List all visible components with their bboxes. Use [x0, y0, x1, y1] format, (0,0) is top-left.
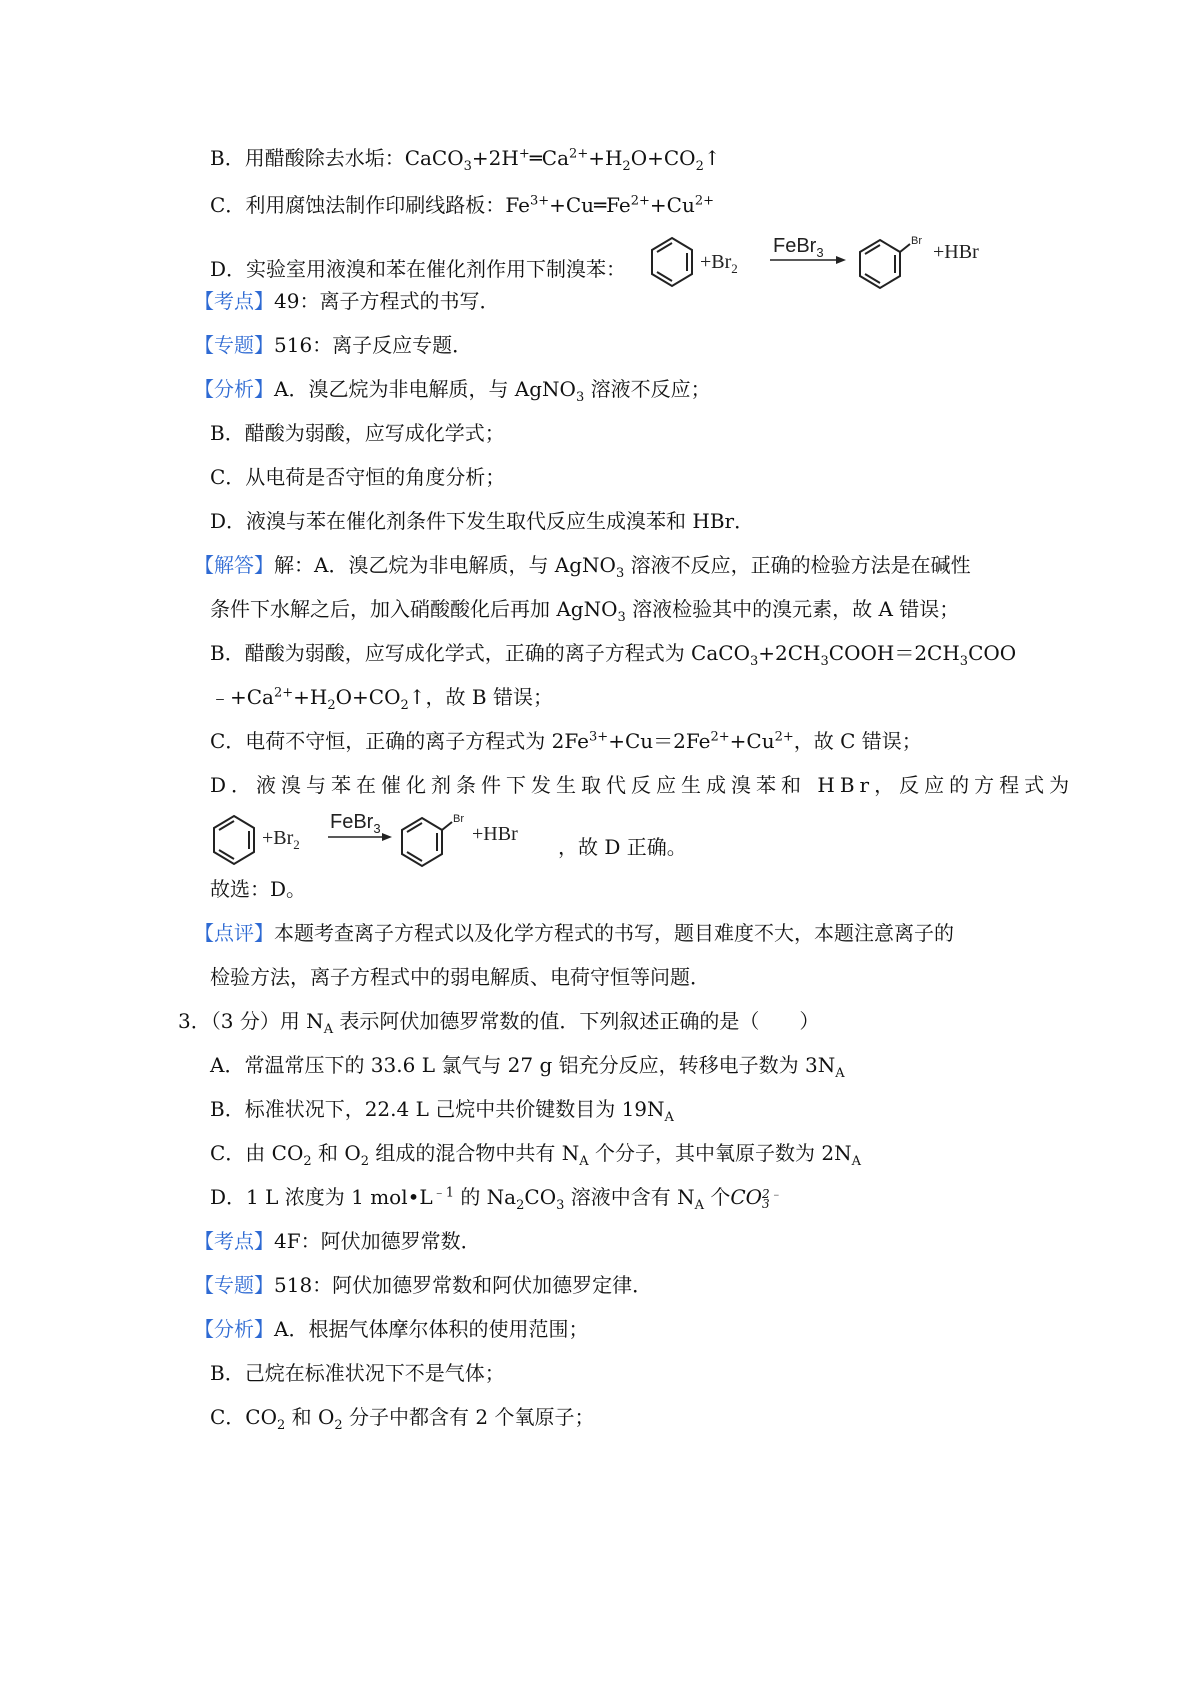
benzene-ring-reactant — [214, 816, 254, 864]
option-text: B．标准状况下，22.4 L 己烷中共价键数目为 19N — [210, 1097, 665, 1121]
br-substituent-label: Br — [453, 813, 464, 825]
zhuanti-line-1 — [194, 332, 472, 358]
eq-sub: A — [664, 1110, 674, 1125]
eq-sub: 2 — [516, 1198, 525, 1213]
catalyst-text: FeBr$_3$ — [330, 811, 381, 836]
fenxi-text: C．CO — [210, 1405, 278, 1429]
benzene-bromination-diagram — [648, 232, 1008, 294]
kaodian-line-2 — [194, 1228, 481, 1254]
jieda-d-conclusion: ，故 D 正确。 — [558, 835, 687, 859]
fenxi-text: A．溴乙烷为非电解质，与 AgNO — [274, 377, 576, 401]
jieda-text: +H — [293, 685, 328, 709]
fenxi-b: B．醋酸为弱酸，应写成化学式； — [210, 421, 505, 445]
eq-sub: 2 — [695, 159, 704, 174]
reaction-scheme-1 — [648, 232, 1008, 298]
fenxi2-c — [210, 1404, 595, 1433]
eq-sub: 2 — [277, 1418, 286, 1433]
option-c-line — [210, 192, 714, 218]
zhuanti-text: 518：阿伏加德罗常数和阿伏加德罗定律． — [274, 1273, 653, 1297]
eq-sub: A — [694, 1198, 704, 1213]
jieda-text: 溶液不反应，正确的检验方法是在碱性 — [624, 553, 971, 577]
fenxi-text: A．根据气体摩尔体积的使用范围； — [274, 1317, 589, 1341]
jieda-line-1 — [194, 552, 971, 581]
eq-sub: A — [835, 1066, 845, 1081]
br-substituent-label: Br — [911, 235, 922, 247]
option-text: 的 Na — [453, 1185, 517, 1209]
eq-sub: 2 — [334, 1418, 343, 1433]
benzene-ring-reactant — [652, 238, 692, 286]
eq-part: +Cu═Fe — [549, 193, 631, 217]
jieda-d-line: D．液溴与苯在催化剂条件下发生取代反应生成溴苯和 HBr，反应的方程式为 — [210, 773, 1075, 797]
option-text: 和 O — [311, 1141, 361, 1165]
question-number: 3． — [178, 1009, 211, 1033]
kaodian-tag: 【考点】 — [194, 289, 274, 313]
plus-hbr-text: +HBr — [472, 823, 518, 845]
reaction-arrow — [770, 256, 846, 264]
fenxi-tag: 【分析】 — [194, 377, 274, 401]
dianping-line-1 — [194, 920, 954, 946]
question-text: 表示阿伏加德罗常数的值．下列叙述正确的是（ ） — [333, 1009, 820, 1033]
jieda-text: +Cu＝2Fe — [608, 729, 711, 753]
option-label: D． — [210, 257, 247, 281]
fenxi-c: C．从电荷是否守恒的角度分析； — [210, 465, 506, 489]
jieda-text: ，故 C 错误； — [793, 729, 922, 753]
carbonate-ion: CO 2﹣ 3 — [730, 1185, 782, 1211]
eq-sub: 3 — [463, 159, 472, 174]
eq-sub: 3 — [617, 610, 626, 625]
fenxi-tag: 【分析】 — [194, 1317, 274, 1341]
dianping-text: 本题考查离子方程式以及化学方程式的书写，题目难度不大，本题注意离子的 — [274, 921, 954, 945]
zhuanti-text: 516：离子反应专题． — [274, 333, 473, 357]
q3-option-a — [210, 1052, 845, 1081]
reaction-arrow — [328, 833, 392, 841]
eq-sub: 3 — [749, 654, 759, 669]
option-label: C． — [210, 193, 246, 217]
eq-sup: ﹣1 — [432, 1185, 454, 1201]
dianping-tag: 【点评】 — [194, 921, 274, 945]
eq-sub: 2 — [360, 1154, 370, 1169]
fenxi2-b: B．己烷在标准状况下不是气体； — [210, 1361, 505, 1385]
jieda-b-line-2 — [210, 684, 553, 713]
question-text: （3 分）用 N — [210, 1009, 324, 1033]
zhuanti-line-2 — [194, 1272, 652, 1298]
answer-choice: 故选：D。 — [210, 877, 307, 901]
eq-part: ↑ — [703, 146, 721, 170]
option-text: CO — [524, 1185, 557, 1209]
option-text: 个 — [703, 1185, 731, 1209]
q3-option-b — [210, 1096, 674, 1125]
eq-sup: 3+ — [529, 193, 550, 209]
q3-option-c — [210, 1140, 861, 1169]
eq-part: ═Ca — [529, 146, 570, 170]
option-text: 个分子，其中氧原子数为 2N — [588, 1141, 852, 1165]
eq-sub: 2 — [400, 698, 409, 713]
jieda-text: +2CH — [758, 641, 821, 665]
eq-sup: 2+ — [569, 146, 589, 162]
eq-sup: 2+ — [774, 729, 794, 745]
kaodian-tag: 【考点】 — [194, 1229, 274, 1253]
jieda-text: ↑，故 B 错误； — [408, 685, 553, 709]
eq-sub: 2 — [303, 1154, 312, 1169]
benzene-ring-product — [402, 818, 452, 866]
zhuanti-tag: 【专题】 — [194, 1273, 274, 1297]
eq-sup: 3+ — [589, 729, 609, 745]
eq-sup: + — [518, 146, 530, 162]
option-b-line — [210, 145, 721, 174]
plus-br2-text: $+Br_2$ — [700, 251, 738, 276]
kaodian-text: 49：离子方程式的书写． — [274, 289, 500, 313]
option-text: 利用腐蚀法制作印刷线路板： — [245, 193, 506, 217]
eq-sub: 3 — [959, 654, 969, 669]
eq-sub: 3 — [556, 1198, 565, 1213]
option-text: C．由 CO — [210, 1141, 304, 1165]
eq-part: +2H — [471, 146, 519, 170]
eq-part: +H — [588, 146, 623, 170]
jieda-b-line-1 — [210, 640, 1017, 669]
eq-sup: 2+ — [710, 729, 730, 745]
reaction-scheme-2 — [210, 810, 570, 876]
plus-br2-text: $+Br_2$ — [262, 827, 300, 852]
benzene-bromination-diagram — [210, 810, 570, 872]
fenxi-text: 分子中都含有 2 个氧原子； — [342, 1405, 595, 1429]
eq-part: Fe — [505, 193, 530, 217]
kaodian-text: 4F：阿伏加德罗常数． — [274, 1229, 481, 1253]
eq-sup: 2+ — [694, 193, 715, 209]
jieda-text: 解：A．溴乙烷为非电解质，与 AgNO — [274, 553, 616, 577]
eq-sup: 2+ — [273, 685, 294, 701]
question-3 — [178, 1008, 820, 1037]
option-text: 组成的混合物中共有 N — [369, 1141, 580, 1165]
benzene-ring-product — [860, 240, 910, 288]
jieda-text: +Cu — [729, 729, 775, 753]
fenxi-line-1 — [194, 376, 711, 405]
jieda-text: O+CO — [335, 685, 401, 709]
option-text: A．常温常压下的 33.6 L 氯气与 27 g 铝充分反应，转移电子数为 3N — [210, 1053, 836, 1077]
fenxi-text: 和 O — [285, 1405, 335, 1429]
eq-sup: 2+ — [630, 193, 650, 209]
eq-sub: 2 — [327, 698, 336, 713]
option-text: D．1 L 浓度为 1 mol•L — [210, 1185, 433, 1209]
jieda-text: B．醋酸为弱酸，应写成化学式，正确的离子方程式为 CaCO — [210, 641, 750, 665]
jieda-text: COOH＝2CH — [828, 641, 960, 665]
option-text: 实验室用液溴和苯在催化剂作用下制溴苯： — [246, 257, 627, 281]
eq-sub: A — [579, 1154, 589, 1169]
jieda-text: 溶液检验其中的溴元素，故 A 错误； — [625, 597, 960, 621]
eq-part: +Cu — [649, 193, 695, 217]
jieda-line-2 — [210, 596, 960, 625]
plus-hbr-text: +HBr — [933, 241, 979, 263]
kaodian-line-1 — [194, 288, 499, 314]
fenxi-d: D．液溴与苯在催化剂条件下发生取代反应生成溴苯和 HBr． — [210, 509, 755, 533]
eq-part: O+CO — [630, 146, 696, 170]
jieda-tag: 【解答】 — [194, 553, 274, 577]
eq-sub: A — [851, 1154, 861, 1169]
option-label: B． — [210, 146, 245, 170]
option-text: 用醋酸除去水垢： — [244, 146, 405, 170]
jieda-text: C．电荷不守恒，正确的离子方程式为 2Fe — [210, 729, 590, 753]
zhuanti-tag: 【专题】 — [194, 333, 274, 357]
fenxi-text: 溶液不反应； — [584, 377, 711, 401]
eq-part: CaCO — [404, 146, 464, 170]
eq-sub: 3 — [820, 654, 829, 669]
jieda-text: 条件下水解之后，加入硝酸酸化后再加 AgNO — [210, 597, 618, 621]
option-text: 溶液中含有 N — [564, 1185, 695, 1209]
option-d-line — [210, 256, 626, 282]
eq-sub: A — [323, 1022, 334, 1037]
q3-option-d — [210, 1184, 782, 1213]
eq-sub: 3 — [575, 390, 585, 405]
jieda-c-line — [210, 728, 922, 754]
fenxi-line-2 — [194, 1316, 588, 1342]
jieda-text: ﹣+Ca — [210, 685, 274, 709]
dianping-line-2: 检验方法，离子方程式中的弱电解质、电荷守恒等问题． — [210, 965, 710, 989]
catalyst-text: FeBr$_3$ — [773, 235, 824, 260]
jieda-text: COO — [968, 641, 1017, 665]
eq-sub: 2 — [622, 159, 631, 174]
eq-sub: 3 — [615, 566, 625, 581]
